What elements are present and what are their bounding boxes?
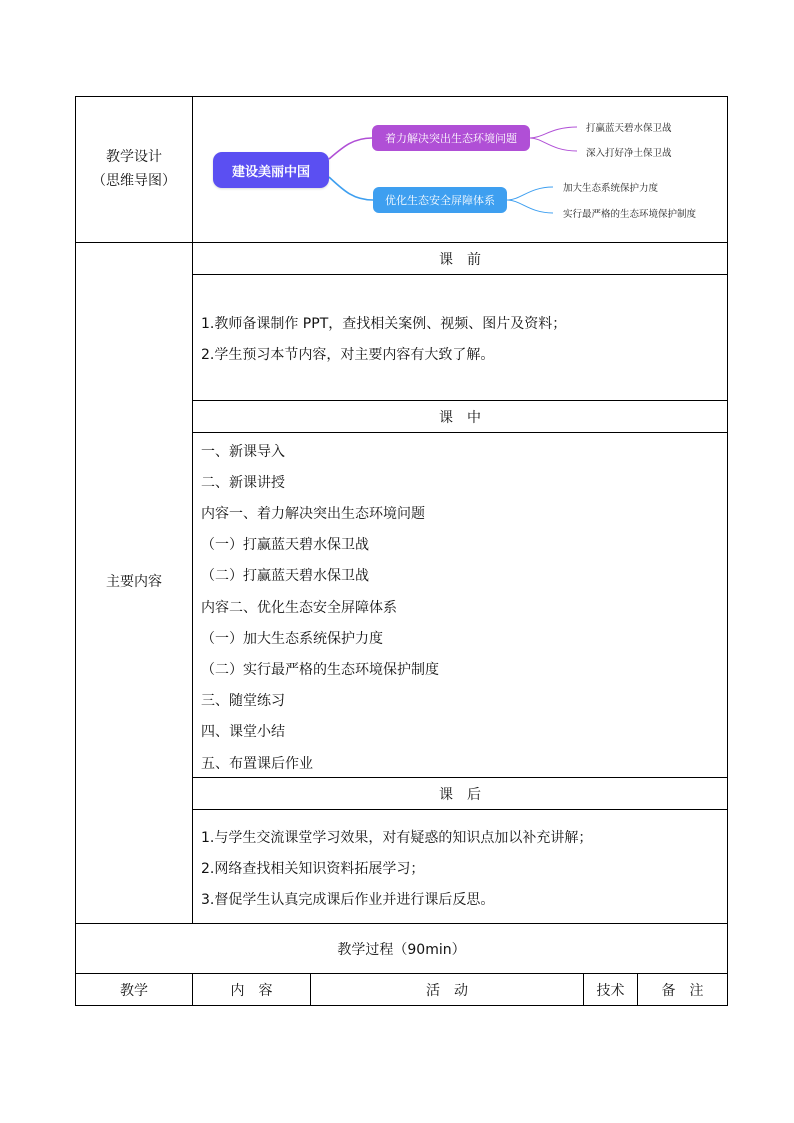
- mindmap-root: 建设美丽中国: [213, 152, 329, 188]
- mindmap-leaf-2-2: 实行最严格的生态环境保护制度: [563, 209, 697, 220]
- section-during-title: 课 中: [439, 409, 481, 426]
- after-line-3: 3.督促学生认真完成课后作业并进行课后反思。: [201, 892, 495, 908]
- after-line-2: 2.网络查找相关知识资料拓展学习；: [201, 861, 425, 877]
- during-line-5: （二）打赢蓝天碧水保卫战: [201, 568, 369, 584]
- connector-root-branch2: [329, 177, 373, 200]
- during-line-11: 五、布置课后作业: [201, 756, 313, 772]
- section-after-title: 课 后: [439, 786, 481, 803]
- section-before-title: 课 前: [439, 251, 481, 268]
- during-line-6: 内容二、优化生态安全屏障体系: [201, 600, 397, 616]
- mindmap-branch-1: 着力解决突出生态环境问题: [372, 125, 530, 151]
- process-title: 教学过程（90min）: [337, 941, 466, 958]
- during-line-8: （二）实行最严格的生态环境保护制度: [201, 662, 439, 678]
- divider-before-head: [192, 274, 728, 275]
- process-col-content: 内 容: [230, 982, 273, 999]
- mindmap-leaf-1-2: 深入打好净土保卫战: [586, 148, 672, 159]
- during-line-4: （一）打赢蓝天碧水保卫战: [201, 537, 369, 553]
- divider-after-head-bottom: [192, 809, 728, 810]
- after-line-1: 1.与学生交流课堂学习效果，对有疑惑的知识点加以补充讲解；: [201, 830, 593, 846]
- mindmap-branch-2: 优化生态安全屏障体系: [373, 187, 507, 213]
- connector-branch1-leaf2: [530, 138, 577, 151]
- during-line-3: 内容一、着力解决突出生态环境问题: [201, 506, 425, 522]
- during-line-10: 四、课堂小结: [201, 724, 285, 740]
- during-line-1: 一、新课导入: [201, 444, 285, 460]
- main-label: 主要内容: [106, 574, 162, 591]
- design-label-line2: （思维导图）: [92, 172, 176, 189]
- during-line-9: 三、随堂练习: [201, 693, 285, 709]
- main-label-cell: [76, 243, 192, 923]
- table-border-bottom: [75, 1005, 728, 1006]
- design-label-cell: [76, 97, 192, 242]
- mindmap-leaf-2-1: 加大生态系统保护力度: [563, 183, 659, 194]
- process-col-technology: 技术: [596, 982, 625, 999]
- connector-root-branch1: [329, 138, 372, 159]
- process-col-activity: 活 动: [426, 982, 468, 999]
- before-line-1: 1.教师备课制作 PPT，查找相关案例、视频、图片及资料；: [201, 316, 567, 332]
- connector-branch1-leaf1: [530, 127, 577, 138]
- process-col-teaching: 教学: [120, 982, 148, 999]
- mindmap-leaf-1-1: 打赢蓝天碧水保卫战: [586, 123, 672, 134]
- during-line-2: 二、新课讲授: [201, 475, 285, 491]
- during-line-7: （一）加大生态系统保护力度: [201, 631, 383, 647]
- connector-branch2-leaf2: [507, 200, 553, 213]
- before-line-2: 2.学生预习本节内容，对主要内容有大致了解。: [201, 347, 495, 363]
- table-border-right: [727, 96, 728, 1005]
- design-label-line1: 教学设计: [106, 148, 162, 165]
- connector-branch2-leaf1: [507, 187, 553, 200]
- process-col-notes: 备 注: [661, 982, 704, 999]
- divider-during-head-bottom: [192, 432, 728, 433]
